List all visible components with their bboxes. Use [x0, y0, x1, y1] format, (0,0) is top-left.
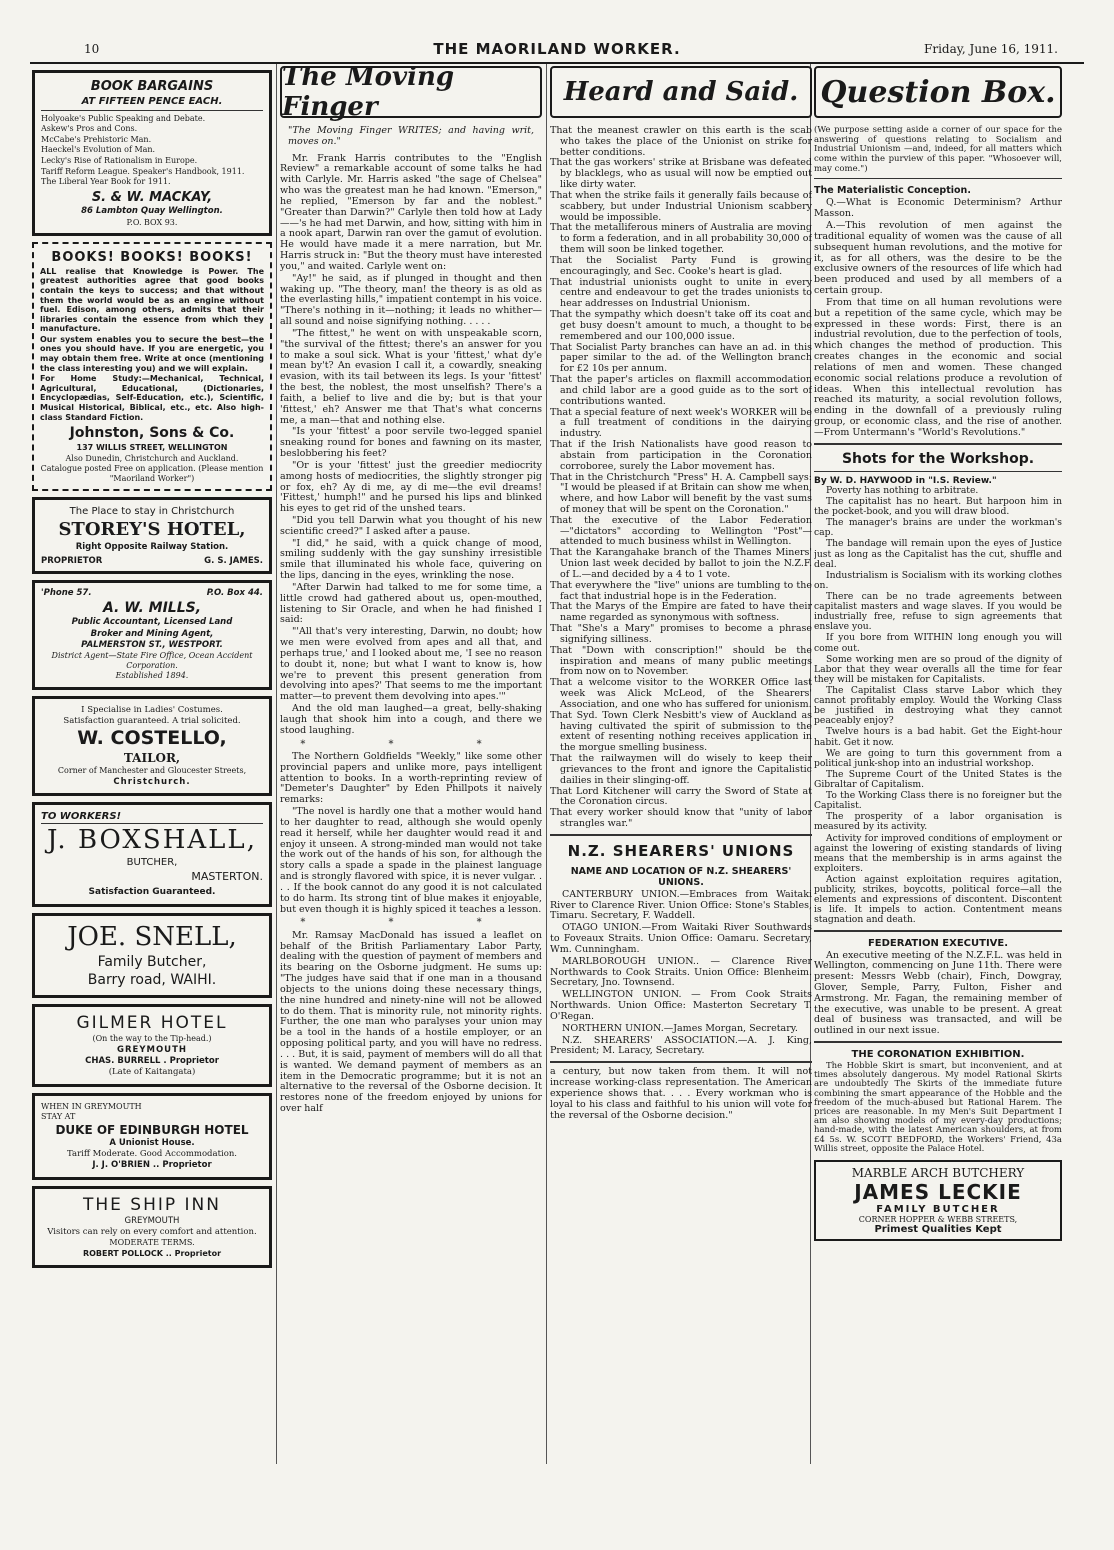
- union-entry: CANTERBURY UNION.—Embraces from Waitaki River to Clarence River. Union Office: Stone's Stables, Timaru. Secretary, F. Waddell.: [550, 888, 812, 922]
- tailor-city: Christchurch.: [113, 776, 191, 787]
- paragraph: The Northern Goldfields "Weekly," like some other provincial papers and unlike more, pays intelligent attention to books. In a worth-reprinting review of "Demeter's Daughter" by Eden Phillpots it naively remarks:: [280, 750, 542, 806]
- list-item: That the railwaymen will do wisely to keep their grievances to the front and ignore the Capitalistic dailies in their slinging-off.: [550, 753, 812, 786]
- list-item: That Lord Kitchener will carry the Sword of State at the Coronation circus.: [550, 785, 812, 808]
- hotel-town: GREYMOUTH: [117, 1044, 187, 1055]
- page-header: [30, 40, 1084, 64]
- heard-and-said-list: [550, 126, 812, 830]
- butcher-name: JAMES LECKIE: [854, 1179, 1022, 1204]
- ad-line: Visitors can rely on every comfort and attention.: [47, 1227, 257, 1238]
- ad-line: Satisfaction guaranteed. A trial solicited.: [63, 715, 241, 726]
- union-entry: WELLINGTON UNION. — From Cook Straits Northwards. Union Office: Masterton Secretary T. O'Regan.: [550, 989, 812, 1022]
- paragraph: "Or is your 'fittest' just the greedier mediocrity among hosts of mediocrities, the slightly stronger pig or fox, eh? Ay di me, ay di me—the evil dreams! 'Fittest,' humph!" and he pursed his lips and blinked his eyes to get rid of the unshed tears.: [280, 459, 542, 515]
- heard-and-said-column: [550, 66, 812, 1466]
- accountant-name: A. W. MILLS,: [102, 599, 202, 616]
- unions-list: [550, 890, 812, 1057]
- divider: [814, 930, 1062, 932]
- list-item: That the executive of the Labor Federation—"dictators" according to Wellington "Post"—attended to much business whilst in Wellington.: [550, 514, 812, 548]
- list-item: That in the Christchurch "Press" H. A. Campbell says: "I would be pleased if at Britain can show me when, where, and how Labor will benefit by the vast sums of money that will be spent on the Coronation.": [550, 471, 812, 515]
- list-item: That the Karangahake branch of the Thames Miners' Union last week decided by ballot to join the N.Z.F. of L.—and decided by a 4 to 1 vote.: [550, 547, 812, 580]
- proprietor: CHAS. BURRELL . Proprietor: [85, 1056, 219, 1067]
- firm-street: 137 WILLIS STREET, WELLINGTON: [76, 443, 228, 453]
- column-rule: [276, 64, 277, 1464]
- shot: The prosperity of a labor organisation is measured by its activity.: [814, 811, 1062, 833]
- hotel-name: DUKE OF EDINBURGH HOTEL: [55, 1122, 249, 1137]
- book-item: Askew's Pros and Cons.: [41, 124, 138, 134]
- list-item: That industrial unionists ought to unite in every centre and endeavour to get the trades unionists to hear addresses on Industrial Unionism.: [550, 276, 812, 310]
- gilmer-hotel-ad: [32, 1004, 272, 1087]
- satisfaction: Satisfaction Guaranteed.: [88, 887, 216, 898]
- established: Established 1894.: [115, 671, 189, 681]
- divider: [550, 834, 812, 836]
- agent-note: District Agent—State Fire Office, Ocean Accident Corporation.: [51, 650, 253, 670]
- shot: Industrialism is Socialism with its working clothes on.: [814, 569, 1062, 591]
- ad-line: Tariff Moderate. Good Accommodation.: [67, 1149, 237, 1160]
- shot: If you bore from WITHIN long enough you will come out.: [814, 632, 1062, 654]
- butcher-address: Barry road, WAIHI.: [87, 972, 217, 989]
- leckie-ad: [814, 1160, 1062, 1241]
- question-heading: The Materialistic Conception.: [814, 185, 971, 197]
- butcher-address: CORNER HOPPER & WEBB STREETS,: [858, 1214, 1018, 1224]
- list-item: That everywhere the "live" unions are tumbling to the fact that industrial hope is in the Federation.: [550, 579, 812, 602]
- shot: Activity for improved conditions of employment or against the lowering of existing standards of living means that the membership is in arms against the exploiters.: [814, 832, 1062, 874]
- column-title: The Moving Finger: [282, 66, 455, 122]
- newspaper-title: THE MAORILAND WORKER.: [433, 40, 681, 58]
- list-item: That every worker should know that "unity of labor strangles war.": [550, 807, 812, 829]
- duke-of-edinburgh-ad: [32, 1093, 272, 1180]
- shots-byline: By W. D. HAYWOOD in "I.S. Review.": [814, 475, 997, 486]
- list-item: That "Down with conscription!" should be the inspiration and means of many public meetings from now on to November.: [550, 644, 812, 678]
- paragraph: And the old man laughed—a great, belly-shaking laugh that shook him into a cough, and there we stood laughing.: [280, 703, 542, 736]
- shot: The manager's brains are under the workman's cap.: [814, 517, 1062, 539]
- question-box-column: [814, 66, 1062, 1466]
- list-item: That a welcome visitor to the WORKER Office last week was Alick McLeod, of the Shearers' Association, and one who has suffered for unionism.: [550, 677, 812, 710]
- advertisements-column: [32, 66, 272, 1466]
- hotel-name: STOREY'S HOTEL,: [58, 519, 246, 541]
- list-item: That the metalliferous miners of Australia are moving to form a federation, and in all probability 30,000 of them will soon be linked together.: [550, 222, 812, 256]
- ad-line: MARBLE ARCH BUTCHERY: [851, 1165, 1025, 1180]
- divider: [550, 1061, 812, 1063]
- mills-ad: [32, 580, 272, 689]
- ad-subtitle: AT FIFTEEN PENCE EACH.: [41, 96, 263, 111]
- divider: [814, 471, 1062, 472]
- paragraph: "The novel is hardly one that a mother would hand to her daughter to read, although she would openly read it herself, while her daughter would read it and enjoy it unseen. A strong-minded man would not take the work out of the hands of his son, for although the story calls a spade a spade in the plainest language and is strongly flavored with spice, it is never vulgar. . . . If the book cannot do any good it is not calculated to do harm. Its strong tint of blue makes it enjoyable, but even though it is highly spiced it teaches a lesson.: [280, 806, 542, 915]
- butcher-name: JOE. SNELL,: [67, 922, 237, 953]
- firm-branches: Also Dunedin, Christchurch and Auckland.: [65, 453, 239, 463]
- question: Q.—What is Economic Determinism? Arthur Masson.: [814, 197, 1062, 220]
- butcher-town: MASTERTON.: [191, 870, 263, 884]
- tailor-name: W. COSTELLO,: [77, 727, 227, 750]
- paragraph: "Did you tell Darwin what you thought of his new scientific creed?" I asked after a pause.: [280, 514, 542, 537]
- list-item: That Socialist Party branches can have an ad. in this paper similar to the ad. of the Wellington branch for £2 10s per annum.: [550, 341, 812, 375]
- article-body: [280, 154, 542, 1115]
- paragraph: "The fittest," he went on with unspeakable scorn, "the survival of the fittest; there's an answer for you to make a soul sick. What is your 'fittest,' what dy'e mean by't? An evasion I call it, a cowardly, sneaking evasion, with its tail between its legs. Is your 'fittest' the best, the noblest, the most unselfish? There's a faith, a belief to live and die by; but is that your 'fittest,' eh? Answer me that That's what concerns me, a man—that and nothing else.: [280, 327, 542, 426]
- shot: There can be no trade agreements between capitalist masters and wage slaves. If you would be industrially free, refuse to sign agreements that enslave you.: [814, 591, 1062, 633]
- shot: The Supreme Court of the United States is the Gibraltar of Capitalism.: [814, 768, 1062, 790]
- question-box-intro: (We purpose setting aside a corner of our space for the answering of questions relating to Socialism and Industrial Unionism —and, indeed, for all matters which come within the purview of this paper. "Whosoever will, may come."): [814, 125, 1062, 174]
- shot: Poverty has nothing to arbitrate.: [826, 484, 979, 496]
- ad-title: BOOKS! BOOKS! BOOKS!: [51, 250, 253, 266]
- list-item: That when the strike fails it generally fails because of scabbery, but under Industrial Unionism scabbery would be impossible.: [550, 189, 812, 223]
- paragraph: "Ay!" he said, as if plunged in thought and then waking up. "The theory, man! the theory is as old as the everlasting hills," impatient contempt in his voice. "There's nothing in it—nothing; it leads no whither—all sound and noise signifying nothing. . . . .: [280, 272, 542, 328]
- inn-name: THE SHIP INN: [82, 1194, 221, 1215]
- column-title: Heard and Said.: [563, 77, 799, 107]
- union-entry: N.Z. SHEARERS' ASSOCIATION.—A. J. King, President; M. Laracy, Secretary.: [550, 1034, 812, 1057]
- paragraph: "Is your 'fittest' a poor servile two-legged spaniel sneaking round for bones and fawning on its master, beslobbering his feet?: [280, 426, 542, 460]
- epigraph: "The Moving Finger WRITES; and having writ, moves on.": [288, 125, 534, 147]
- proprietor-name: G. S. JAMES.: [204, 556, 263, 567]
- divider: [814, 443, 1062, 445]
- list-item: That Syd. Town Clerk Nesbitt's view of Auckland as having cultivated the spirit of submission to the extent of resenting nothing receives application in the morgue smelling business.: [550, 709, 812, 754]
- ad-line: PALMERSTON ST., WESTPORT.: [81, 639, 223, 650]
- paragraph: "After Darwin had talked to me for some time, a little crowd had gathered about us, open-mouthed, listening to Sir Oracle, and when he had finished I said:: [280, 581, 542, 626]
- column-title: Question Box.: [820, 74, 1056, 110]
- ad-line: The Place to stay in Christchurch: [69, 506, 235, 518]
- list-item: That the Socialist Party Fund is growing encouragingly, and Sec. Cooke's heart is glad.: [550, 254, 812, 277]
- ad-line: Public Accountant, Licensed Land: [71, 617, 233, 628]
- shot: The bandage will remain upon the eyes of Justice just as long as the Capitalist has the cut, shuffle and deal.: [814, 538, 1062, 570]
- union-entry: NORTHERN UNION.—James Morgan, Secretary.: [562, 1022, 798, 1034]
- shot: The Capitalist Class starve Labor which they cannot profitably employ. Would the Working Class be justified in destroying what they cannot peaceably enjoy?: [814, 684, 1062, 727]
- question-box-masthead: [814, 66, 1062, 118]
- book-item: The Liberal Year Book for 1911.: [41, 177, 171, 187]
- section-separator: * * *: [300, 917, 522, 929]
- shots-list: [814, 486, 1062, 926]
- column-rule: [546, 64, 547, 1464]
- ad-line: I Specialise in Ladies' Costumes.: [81, 704, 223, 715]
- shot: Some working men are so proud of the dignity of Labor that they wear overalls all the time for fear they will be mistaken for Capitalists.: [814, 653, 1062, 685]
- coronation-text: The Hobble Skirt is smart, but inconvenient, and at times absolutely dangerous. My model Rational Skirts are undoubtedly The Skirts of the immediate future combining the smart appearance of the Hobble and the freedom of the much-abused but Rational Harem. The prices are reasonable. In my Men's Suit Department I am also showing models of my every-day productions; hand-made, with the latest American shoulders, at from £4 5s. W. SCOTT BEDFORD, the Workers' Friend, 43a Willis street, opposite the Palace Hotel.: [814, 1061, 1062, 1154]
- shot: The capitalist has no heart. But harpoon him in the pocket-book, and you will draw blood.: [814, 496, 1062, 518]
- tailor-address: Corner of Manchester and Gloucester Streets,: [57, 766, 247, 776]
- butcher-name: J. BOXSHALL,: [47, 825, 257, 856]
- catalogue-note: Catalogue posted Free on application. (Please mention "Maoriland Worker"): [40, 464, 264, 483]
- ad-title: BOOK BARGAINS: [90, 79, 214, 94]
- answer: From that time on all human revolutions were but a repetition of the same cycle, which may be expressed in these words: First, there is an industrial revolution, due to the perfection of tools, which changes the method of production. This creates changes in the economic and social relations of men and women. These changed economic social relations produce a revolution of ideas. When this intellectual revolution has reached its maturity, a social revolution follows, ending in the downfall of a previously ruling group, or economic class, and the rise of another.—From Untermann's "World's Revolutions.": [814, 296, 1062, 438]
- list-item: That "She's a Mary" promises to become a phrase signifying silliness.: [550, 623, 812, 645]
- moving-finger-column: [280, 66, 542, 1466]
- ad-line: Right Opposite Railway Station.: [75, 541, 229, 552]
- ad-text: ALL realise that Knowledge is Power. The greatest authorities agree that good books contain the keys to success; and that without them the world would be as an engine without fuel. Edison, among others, admits that their libraries contain the essence from which they manufacture.: [40, 266, 264, 334]
- ad-text: Our system enables you to secure the best—the ones you should have. If you are energetic, you may obtain them free. Write at once (mentioning the class interesting you) and we will explain.: [40, 334, 264, 373]
- answer: A.—This revolution of men against the traditional equality of women was the cause of all subsequent human revolutions, and the motive for it, as for all others, was the desire to be the exclusive owners of the resources of life which had been produced and used by all members of a certain group.: [814, 220, 1062, 297]
- firm-name: Johnston, Sons & Co.: [69, 425, 235, 442]
- shot: Twelve hours is a bad habit. Get the Eight-hour habit. Get it now.: [814, 726, 1062, 748]
- book-item: Haeckel's Evolution of Man.: [41, 145, 156, 155]
- shot: To the Working Class there is no foreigner but the Capitalist.: [814, 790, 1062, 812]
- coronation-heading: THE CORONATION EXHIBITION.: [851, 1049, 1025, 1061]
- list-item: That the Marys of the Empire are fated to have their name regarded as synonymous with softness.: [550, 601, 812, 624]
- snell-ad: [32, 913, 272, 998]
- seller-name: S. & W. MACKAY,: [91, 189, 213, 205]
- butcher-trade: Family Butcher,: [97, 954, 207, 971]
- continued-paragraph: a century, but now taken from them. It will not increase working-class representation. The American experience shows that. . . . Every workman who is loyal to his class and faithful to his union will vote for the reversal of the Osborne decision.": [550, 1066, 812, 1121]
- paragraph: Mr. Frank Harris contributes to the "English Review" a remarkable account of some talks he had with Carlyle. Mr. Harris asked "the sage of Chelsea" who was the greatest man he had known. "Emerson," he replied, "Emerson by far and the noblest." "Greater than Darwin?" Carlyle then told how at Lady ——'s he had met Darwin, and how, sitting with him in a nook apart, Darwin ran over the gamut of evolution. He would have made it a mere narration, but Mr. Harris struck in: "But the theory must have interested you," and waited. Carlyle went on:: [280, 152, 542, 272]
- seller-address: 86 Lambton Quay Wellington.: [81, 206, 223, 217]
- po-box: P.O. Box 44.: [206, 588, 263, 599]
- ad-line: TO WORKERS!: [41, 811, 263, 824]
- proprietor-label: PROPRIETOR: [41, 556, 103, 567]
- moving-finger-masthead: [280, 66, 542, 122]
- ad-line: MODERATE TERMS.: [109, 1238, 195, 1248]
- ad-line: STAY AT: [41, 1112, 76, 1122]
- book-item: McCabe's Prehistoric Man.: [41, 134, 152, 144]
- section-separator: * * *: [300, 738, 522, 750]
- federation-text: An executive meeting of the N.Z.F.L. was held in Wellington, commencing on June 11th. There were present: Messrs Webb (chair), Finch, Dowgray, Glover, Semple, Parry, Fulton, Fisher and Armstrong. Mr. Fagan, the remaining member of the executive, was unable to be present. A great deal of business was transacted, and will be outlined in our next issue.: [814, 949, 1062, 1037]
- union-entry: MARLBOROUGH UNION.. — Clarence River Northwards to Cook Straits. Union Office: Blenheim. Secretary, Jno. Townsend.: [550, 955, 812, 989]
- ship-inn-ad: [32, 1186, 272, 1268]
- union-entry: OTAGO UNION.—From Waitaki River Southwards to Foveaux Straits. Union Office: Oamaru. Secretary, Wm. Cunningham.: [550, 922, 812, 955]
- boxshall-ad: [32, 802, 272, 907]
- list-item: That a special feature of next week's WORKER will be a full treatment of conditions in the dairying industry.: [550, 406, 812, 440]
- list-item: That the sympathy which doesn't take off its coat and get busy doesn't amount to much, a thought to be remembered and our 100,000 issue.: [550, 309, 812, 342]
- book-item: Holyoake's Public Speaking and Debate.: [41, 113, 206, 123]
- po-box: P.O. BOX 93.: [126, 217, 178, 227]
- ad-text: For Home Study:—Mechanical, Technical, Agricultural, Educational, (Dictionaries, Encyclopædias, Self-Education, etc.), Scientific, Musical Historical, Biblical, etc., etc. Also high-class Standard Fiction.: [40, 374, 264, 422]
- issue-date: Friday, June 16, 1911.: [924, 42, 1058, 56]
- shot: We are going to turn this government from a political junk-shop into an industrial workshop.: [814, 747, 1062, 769]
- page-number: 10: [84, 42, 100, 56]
- ad-line: (On the way to the Tip-head.): [92, 1034, 212, 1044]
- paragraph: "'All that's very interesting, Darwin, no doubt; how we men were evolved from apes and all that, and perhaps true,' and I looked about me, 'I see no reason to doubt it, none; but what I want to know is, how we're to prevent this present generation from devolving into apes?' That seems to me the important matter—to prevent them devolving into apes.'": [280, 626, 542, 703]
- shearers-unions-subheading: NAME AND LOCATION OF N.Z. SHEARERS' UNIONS.: [570, 865, 792, 888]
- ad-line: Broker and Mining Agent,: [90, 628, 214, 639]
- ad-line: A Unionist House.: [109, 1138, 195, 1149]
- phone: 'Phone 57.: [41, 588, 92, 599]
- books-ad: [32, 242, 272, 491]
- divider: [814, 178, 1062, 179]
- slogan: Primest Qualities Kept: [874, 1223, 1002, 1235]
- ad-line: WHEN IN GREYMOUTH: [41, 1101, 142, 1111]
- list-item: That the meanest crawler on this earth is the scab who takes the place of the Unionist on strike for better conditions.: [550, 125, 812, 158]
- tailor-trade: TAILOR,: [123, 750, 181, 765]
- paragraph: "I did," he said, with a quick change of mood, smiling suddenly with the gay sunshiny irresistible smile that illuminated his whole face, quivering on the lips, dancing in the eyes, wrinkling the nose.: [280, 537, 542, 582]
- book-item: Lecky's Rise of Rationalism in Europe.: [41, 155, 198, 165]
- shots-heading: Shots for the Workshop.: [841, 450, 1035, 467]
- ad-line: (Late of Kaitangata): [108, 1067, 196, 1078]
- book-item: Tariff Reform League. Speaker's Handbook, 1911.: [41, 166, 245, 176]
- butcher-trade: BUTCHER,: [126, 857, 178, 869]
- list-item: That if the Irish Nationalists have good reason to abstain from participation in the Coronation corroboree, surely the Labor movement has.: [550, 439, 812, 472]
- proprietor: ROBERT POLLOCK .. Proprietor: [82, 1249, 222, 1259]
- hotel-name: GILMER HOTEL: [76, 1012, 228, 1033]
- costello-ad: [32, 696, 272, 796]
- inn-town: GREYMOUTH: [124, 1216, 180, 1227]
- federation-heading: FEDERATION EXECUTIVE.: [867, 937, 1009, 949]
- storeys-hotel-ad: [32, 497, 272, 574]
- heard-and-said-masthead: [550, 66, 812, 118]
- butcher-trade: FAMILY BUTCHER: [876, 1203, 1000, 1215]
- list-item: That the gas workers' strike at Brisbane was defeated by blacklegs, who as usual will now be emptied out like dirty water.: [550, 157, 812, 191]
- list-item: That the paper's articles on flaxmill accommodation and child labor are a good guide as to the sort of contributions wanted.: [550, 374, 812, 407]
- shearers-unions-heading: N.Z. SHEARERS' UNIONS: [567, 841, 795, 860]
- paragraph: Mr. Ramsay MacDonald has issued a leaflet on behalf of the British Parliamentary Labor Party, dealing with the question of payment of members and its bearing on the Osborne judgment. He sums up: "The judges have said that if one man in a thousand objects to the unions doing these necessary things, the nine hundred and ninety-nine will not be allowed to do them. That is minority rule, not minority rights. Further, the one man who paralyses your union may be a tool in the hands of a hostile employer, or an opposing political party, and you will have no redress. . . . But, it is said, payment of members will do all that is wanted. We demand payment of members as an item in the Democratic programme; but it is not an alternative to the reversal of the Osborne decision. It restores none of the freedom enjoyed by unions for over half: [280, 929, 542, 1114]
- book-bargains-ad: [32, 70, 272, 236]
- proprietor: J. J. O'BRIEN .. Proprietor: [92, 1160, 212, 1171]
- divider: [814, 1041, 1062, 1043]
- shot: Action against exploitation requires agitation, publicity, strikes, boycotts, political force—all the elements and expressions of discontent. Discontent is life. It impels to action. Contentment means stagnation and death.: [814, 873, 1062, 926]
